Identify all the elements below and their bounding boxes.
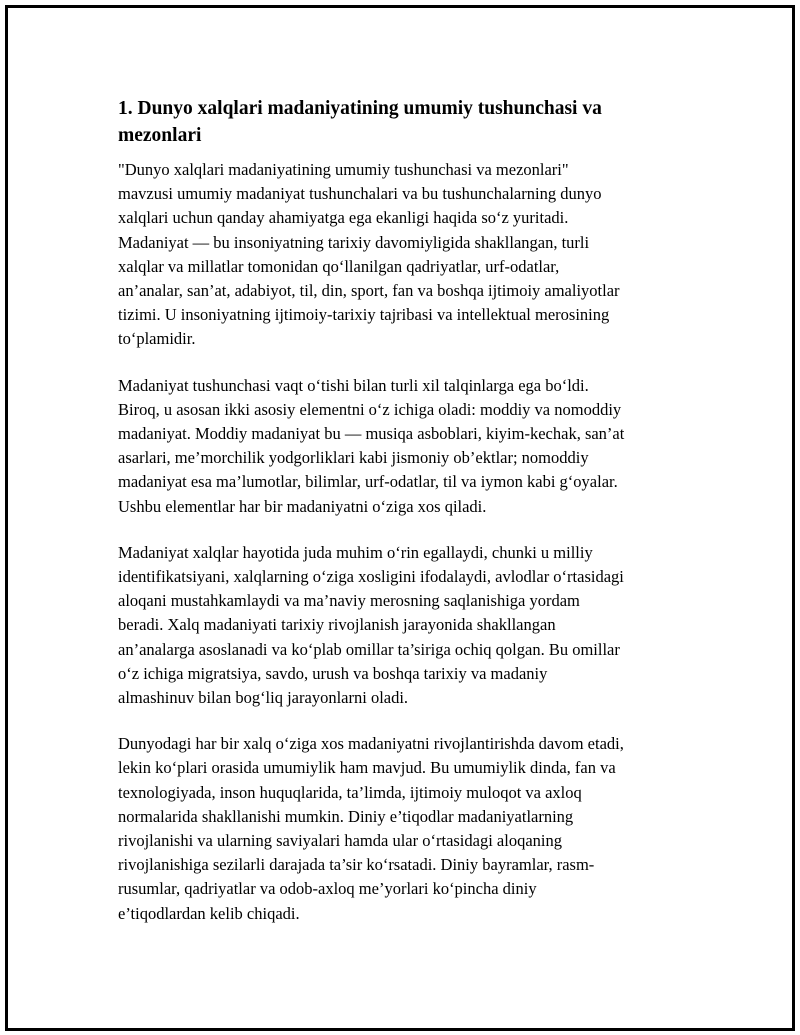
paragraph-line: to‘plamidir. bbox=[118, 329, 196, 349]
paragraph-line: e’tiqodlardan kelib chiqadi. bbox=[118, 903, 300, 923]
paragraph-line: rivojlanishiga sezilarli darajada ta’sir ko‘rsatadi. Diniy bayramlar, rasm- bbox=[118, 855, 595, 875]
paragraph-line: madaniyat. Moddiy madaniyat bu — musiqa asboblari, kiyim-kechak, san’at bbox=[118, 424, 625, 444]
paragraph-line: beradi. Xalq madaniyati tarixiy rivojlanish jarayonida shakllangan bbox=[118, 615, 556, 635]
paragraph-line: "Dunyo xalqlari madaniyatining umumiy tushunchasi va mezonlari" bbox=[118, 160, 569, 179]
paragraph-line: Madaniyat tushunchasi vaqt o‘tishi bilan turli xil talqinlarga ega bo‘ldi. bbox=[118, 375, 589, 395]
paragraph-line: aloqani mustahkamlaydi va ma’naviy merosning saqlanishiga yordam bbox=[118, 591, 580, 611]
document-body bbox=[118, 95, 684, 948]
paragraph-line: Ushbu elementlar har bir madaniyatni o‘ziga xos qiladi. bbox=[118, 496, 487, 516]
paragraph-line: almashinuv bilan bog‘liq jarayonlarni oladi. bbox=[118, 688, 409, 708]
paragraph-line: Madaniyat — bu insoniyatning tarixiy davomiyligida shakllangan, turli bbox=[118, 232, 590, 252]
paragraph-line: madaniyat esa ma’lumotlar, bilimlar, urf-odatlar, til va iymon kabi g‘oyalar. bbox=[118, 472, 618, 492]
paragraph-line: Biroq, u asosan ikki asosiy elementni o‘z ichiga oladi: moddiy va nomoddiy bbox=[118, 399, 622, 419]
title-line: mezonlari bbox=[118, 125, 202, 146]
page-title bbox=[118, 95, 684, 149]
paragraph-line: lekin ko‘plari orasida umumiylik ham mavjud. Bu umumiylik dinda, fan va bbox=[118, 758, 616, 778]
paragraph-4 bbox=[118, 732, 684, 926]
paragraph-line: xalqlar va millatlar tomonidan qo‘llanilgan qadriyatlar, urf-odatlar, bbox=[118, 256, 560, 276]
paragraph-1 bbox=[118, 158, 684, 352]
paragraph-line: xalqlari uchun qanday ahamiyatga ega ekanligi haqida so‘z yuritadi. bbox=[118, 208, 569, 228]
paragraph-line: rusumlar, qadriyatlar va odob-axloq me’yorlari ko‘pincha diniy bbox=[118, 879, 537, 899]
paragraph-line: tizimi. U insoniyatning ijtimoiy-tarixiy tajribasi va intellektual merosining bbox=[118, 305, 610, 325]
paragraph-2 bbox=[118, 374, 684, 519]
paragraph-line: texnologiyada, inson huquqlarida, ta’limda, ijtimoiy muloqot va axloq bbox=[118, 782, 582, 802]
paragraph-line: Dunyodagi har bir xalq o‘ziga xos madaniyatni rivojlantirishda davom etadi, bbox=[118, 734, 624, 754]
paragraph-line: Madaniyat xalqlar hayotida juda muhim o‘rin egallaydi, chunki u milliy bbox=[118, 542, 593, 562]
paragraph-line: an’analar, san’at, adabiyot, til, din, sport, fan va boshqa ijtimoiy amaliyotlar bbox=[118, 281, 620, 301]
paragraph-line: asarlari, me’morchilik yodgorliklari kabi jismoniy ob’ektlar; nomoddiy bbox=[118, 448, 589, 468]
paragraph-line: o‘z ichiga migratsiya, savdo, urush va boshqa tarixiy va madaniy bbox=[118, 663, 548, 683]
paragraph-line: mavzusi umumiy madaniyat tushunchalari va bu tushunchalarning dunyo bbox=[118, 184, 602, 204]
title-line: 1. Dunyo xalqlari madaniyatining umumiy tushunchasi va bbox=[118, 98, 602, 119]
paragraph-line: normalarida shakllanishi mumkin. Diniy e’tiqodlar madaniyatlarning bbox=[118, 806, 574, 826]
paragraph-3 bbox=[118, 541, 684, 710]
paragraph-line: rivojlanishi va ularning saviyalari hamda ular o‘rtasidagi aloqaning bbox=[118, 831, 562, 851]
paragraph-line: identifikatsiyani, xalqlarning o‘ziga xosligini ifodalaydi, avlodlar o‘rtasidagi bbox=[118, 567, 624, 587]
paragraph-line: an’analarga asoslanadi va ko‘plab omillar ta’siriga ochiq qolgan. Bu omillar bbox=[118, 639, 620, 659]
